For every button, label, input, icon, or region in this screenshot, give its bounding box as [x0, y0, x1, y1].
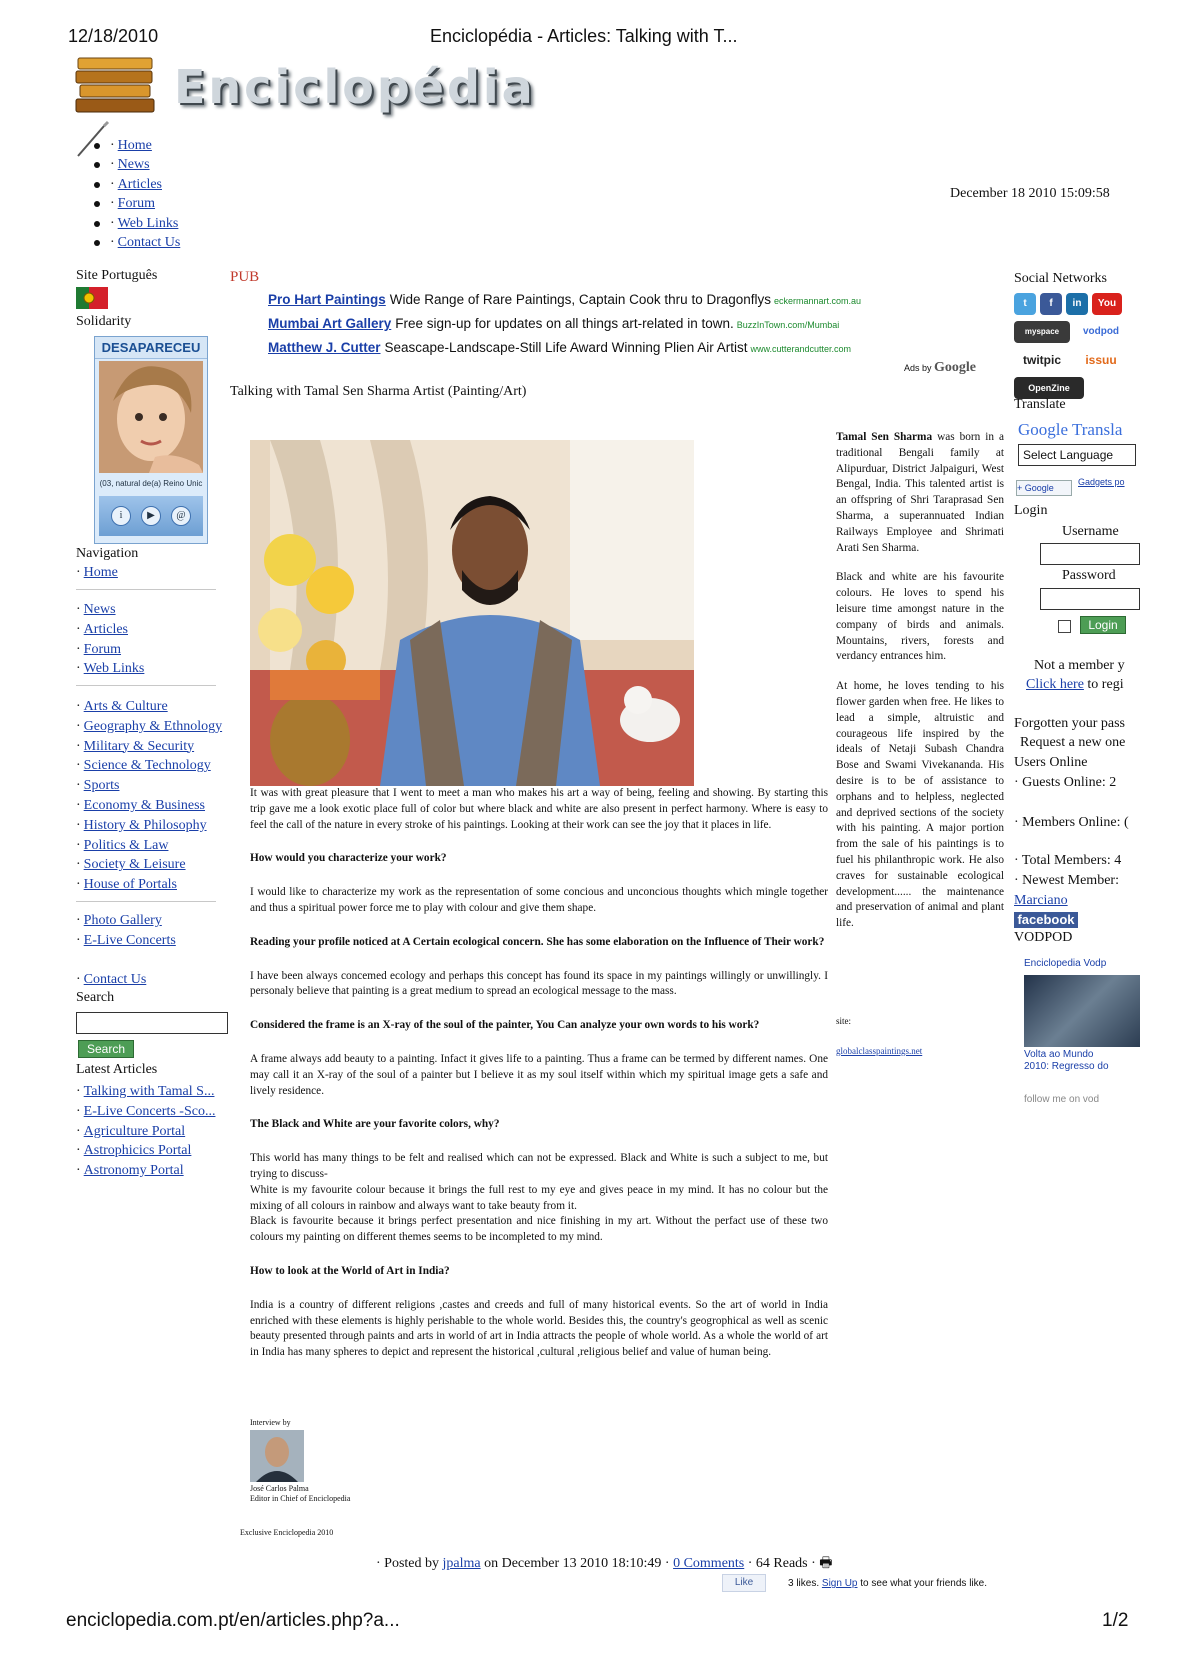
answer-5: India is a country of different religions ,castes and creeds and full of many historical events. So the art of world in India enriched with these elements is highly perishable to the whole world. Besides this, the country's geogrophical as well as scenic beauty presented through paints and arts in world of art in India attracts the people of whole world. As a whole the world of art in India has many spheres to depict and represent the historical ,cultural ,religious belief and value of human being.	[250, 1298, 828, 1359]
ad-item[interactable]	[268, 340, 851, 355]
site-portugues-label[interactable]: Site Português	[76, 268, 158, 283]
answer-4-part-2: White is my favourite colour because it brings the full rest to my eye and gives peace in my mind. It has no colour but the mixing of all colours in rainbow and always want to take beauty from it.	[250, 1183, 828, 1212]
latest-item[interactable]: · Talking with Tamal S...	[76, 1084, 215, 1099]
like-button[interactable]: Like	[722, 1574, 766, 1592]
latest-item[interactable]: · Agriculture Portal	[76, 1123, 186, 1139]
nav-divider	[76, 685, 216, 686]
users-online-heading: Users Online	[1014, 755, 1088, 770]
social-networks-heading: Social Networks	[1014, 271, 1107, 286]
facebook-icon[interactable]: f	[1040, 293, 1062, 315]
register-prompt	[1026, 677, 1124, 693]
artist-photo	[250, 440, 694, 786]
left-nav-item[interactable]: · History & Philosophy	[76, 817, 207, 833]
question-1: How would you characterize your work?	[250, 852, 447, 865]
bio-paragraph-2: Black and white are his favourite colours. He loves to spend his leisure time amongst nature in the company of birds and animals. Mountains, rivers, forests and verdancy entrances him.	[836, 571, 1004, 663]
latest-item-link[interactable]: Agriculture Portal	[83, 1123, 186, 1139]
artist-site-link[interactable]: globalclasspaintings.net	[836, 1046, 923, 1056]
print-icon[interactable]: 🖶	[819, 1556, 833, 1571]
solidarity-label: Solidarity	[76, 314, 132, 329]
info-icon[interactable]: i	[111, 506, 131, 526]
myspace-icon[interactable]: myspace	[1014, 321, 1070, 343]
vodpod-widget[interactable]	[1024, 958, 1140, 1088]
article-body	[250, 786, 828, 1371]
issuu-icon[interactable]: issuu	[1074, 349, 1128, 371]
left-nav-item[interactable]: · News	[76, 602, 116, 617]
left-nav-home-link[interactable]: Home	[83, 565, 118, 580]
vodpod-caption-line-2: 2010: Regresso do	[1024, 1061, 1109, 1072]
linkedin-icon[interactable]: in	[1066, 293, 1088, 315]
question-2: Reading your profile noticed at A Certain ecological concern. She has some elaboration on the Influence of Their work?	[250, 935, 825, 948]
left-nav-item[interactable]: · Web Links	[76, 661, 145, 677]
left-nav-item[interactable]: · Articles	[76, 621, 128, 637]
forgotten-password-text: Forgotten your pass	[1014, 716, 1125, 731]
left-nav-forum[interactable]: Forum	[83, 641, 122, 657]
google-translate-text: Google Transla	[1018, 420, 1123, 439]
left-nav-item[interactable]: · Geography & Ethnology	[76, 718, 223, 734]
reads-count: · 64 Reads ·	[747, 1556, 816, 1571]
to-register-text: to regi	[1087, 677, 1124, 692]
left-nav-web-links[interactable]: Web Links	[83, 661, 145, 677]
ad-url[interactable]: eckermannart.com.au	[773, 296, 862, 306]
answer-1: I would like to characterize my work as the representation of some concious and unconcious thoughts which mingle together and thus a spiritual power force me to play with colour and give them shape.	[250, 886, 828, 914]
openzine-icon[interactable]: OpenZine	[1014, 377, 1084, 399]
portugal-flag-icon[interactable]	[76, 287, 108, 309]
nav-divider	[76, 901, 216, 902]
vodpod-heading: VODPOD	[1014, 930, 1073, 945]
interviewer-photo	[250, 1430, 304, 1482]
print-url: enciclopedia.com.pt/en/articles.php?a...	[66, 1610, 400, 1631]
interviewer-name: José Carlos Palma	[250, 1484, 309, 1493]
posted-info	[376, 1552, 833, 1576]
top-nav-forum-link[interactable]: Forum	[117, 196, 156, 212]
ad-title[interactable]: Mumbai Art Gallery	[268, 316, 392, 331]
poster-head: DESAPARECEU	[95, 337, 207, 359]
vodpod-widget-title[interactable]: Enciclopedia Vodp	[1024, 958, 1107, 969]
question-4: The Black and White are your favorite colors, why?	[250, 1118, 500, 1131]
question-3: Considered the frame is an X-ray of the soul of the painter, You Can analyze your own words to his work?	[250, 1019, 760, 1032]
remember-me-checkbox[interactable]	[1058, 620, 1071, 633]
posted-prefix: · Posted by	[376, 1556, 439, 1571]
ad-item[interactable]	[268, 292, 861, 307]
left-nav-item[interactable]: · Arts & Culture	[76, 699, 168, 714]
ad-url[interactable]: BuzzInTown.com/Mumbai	[736, 320, 840, 330]
site-logo[interactable]	[74, 54, 674, 120]
bio-paragraph-3: At home, he loves tending to his flower garden when free. He likes to lead a simple, altruistic and courageous life inspired by the ideals of Netaji Subash Chandra Bose and Swami Vivekananda. His desire is to be of assistance to orphans and to helpless, neglected and deprived sections of the society with his painting. A major portion from the sale of his paintings is to fuel his philanthropic work. He also craves for sustainable ecological development...... the maintenance and preservation of animal and plant life.	[836, 680, 1004, 930]
question-5: How to look at the World of Art in India?	[250, 1264, 450, 1277]
username-field[interactable]	[1040, 543, 1140, 565]
left-nav-photo-gallery[interactable]: Photo Gallery	[83, 913, 162, 928]
password-field[interactable]	[1040, 588, 1140, 610]
left-nav-society[interactable]: Society & Leisure	[83, 857, 186, 873]
latest-item-link[interactable]: Astrophicics Portal	[83, 1143, 192, 1159]
latest-item[interactable]: · Astronomy Portal	[76, 1163, 184, 1179]
print-date: 12/18/2010	[68, 26, 159, 46]
ad-text: Free sign-up for updates on all things art-related in town.	[395, 316, 734, 331]
ads-by-google[interactable]	[904, 360, 976, 376]
left-nav-geography[interactable]: Geography & Ethnology	[83, 718, 223, 734]
top-nav-web-links-link[interactable]: Web Links	[117, 215, 179, 231]
left-nav-item[interactable]: · Society & Leisure	[76, 857, 186, 873]
site-label: site:	[836, 1016, 851, 1026]
interviewer-role: Editor in Chief of Enciclopedia	[250, 1494, 351, 1503]
top-nav-forum[interactable]: · Forum	[94, 195, 180, 215]
newest-member-link[interactable]: Marciano	[1014, 893, 1068, 908]
artist-bio	[836, 430, 1004, 946]
ad-text: Wide Range of Rare Paintings, Captain Cook thru to Dragonflys	[389, 292, 771, 307]
top-nav	[94, 136, 180, 253]
newest-member-label: · Newest Member:	[1014, 873, 1119, 888]
twitpic-icon[interactable]: twitpic	[1014, 349, 1070, 371]
translate-heading: Translate	[1014, 397, 1066, 412]
left-nav-item[interactable]: · E-Live Concerts	[76, 932, 176, 948]
author-link[interactable]: jpalma	[442, 1556, 481, 1571]
not-member-text: Not a member y	[1034, 658, 1125, 673]
ad-item[interactable]	[268, 316, 839, 331]
login-button[interactable]: Login	[1080, 616, 1126, 634]
ad-text: Seascape-Landscape-Still Life Award Winning Plien Air Artist	[384, 340, 748, 355]
total-members: · Total Members: 4	[1014, 853, 1122, 868]
artist-photo-image	[250, 440, 694, 786]
poster-caption: (03, natural de(a) Reino Unic	[99, 479, 203, 488]
ad-url[interactable]: www.cutterandcutter.com	[750, 344, 852, 354]
request-new-password[interactable]: Request a new one	[1020, 735, 1126, 750]
left-nav-home[interactable]: · Home	[76, 563, 216, 600]
interviewer-photo-image	[250, 1430, 304, 1482]
click-here-link[interactable]: Click here	[1026, 677, 1084, 692]
ads-by-text: Ads by	[904, 363, 932, 373]
missing-child-poster[interactable]	[94, 336, 208, 544]
left-nav-contact-link[interactable]: Contact Us	[83, 972, 147, 987]
print-title: Enciclopédia - Articles: Talking with T...	[430, 26, 738, 46]
vodpod-icon[interactable]: vodpod	[1074, 321, 1128, 343]
social-icons	[1014, 292, 1138, 404]
left-nav-media	[76, 911, 176, 951]
password-label: Password	[1062, 568, 1116, 583]
vodpod-caption-line-1: Volta ao Mundo	[1024, 1049, 1094, 1060]
article-intro: It was with great pleasure that I went to meet a man who makes his art a way of being, feeling and showing. By starting this trip gave me a look exotic place full of color but where black and white are also present in perfect harmony. Where is easy to feel the call of the nature in every stroke of his paintings. Looking at their work can see the joy that it places in life.	[250, 787, 828, 831]
latest-articles-heading: Latest Articles	[76, 1062, 158, 1077]
top-nav-home-link[interactable]: Home	[117, 137, 152, 153]
gadgets-link[interactable]: Gadgets po	[1078, 477, 1125, 487]
latest-item[interactable]: · Astrophicics Portal	[76, 1143, 192, 1159]
email-icon[interactable]: @	[171, 506, 191, 526]
left-nav-main	[76, 600, 216, 696]
bio-text-1: was born in a traditional Bengali family at Alipurduar, District Jalpaiguri, West Bengal, India. This talented artist is an offspring of Shri Taraprasad Sen Sharma, a superannuated Indian Railways Employee and Shrimati Arati Sen Sharma.	[836, 431, 1004, 554]
comments-link[interactable]: 0 Comments	[673, 1556, 745, 1571]
google-translate-logo	[1018, 420, 1122, 440]
left-nav-topics	[76, 697, 222, 912]
answer-4-part-1: This world has many things to be felt and realised which can not be expressed. Black and White is such a subject to me, but trying to discuss-	[250, 1152, 828, 1180]
left-nav-arts-culture[interactable]: Arts & Culture	[83, 699, 168, 714]
left-nav-sports[interactable]: Sports	[83, 778, 120, 794]
left-nav-politics[interactable]: Politics & Law	[83, 837, 169, 853]
select-language-dropdown[interactable]: Select Language	[1018, 444, 1136, 466]
left-nav-item[interactable]: · Sports	[76, 778, 120, 794]
interviewer-credit	[250, 1484, 350, 1504]
latest-item-link[interactable]: E-Live Concerts -Sco...	[83, 1103, 216, 1119]
search-button[interactable]: Search	[78, 1040, 134, 1058]
ad-title[interactable]: Pro Hart Paintings	[268, 292, 386, 307]
left-nav-news[interactable]: News	[83, 602, 116, 617]
left-nav-item[interactable]: · Photo Gallery	[76, 913, 162, 928]
left-nav-item[interactable]: · Science & Technology	[76, 758, 211, 774]
left-nav-item[interactable]: · Forum	[76, 641, 122, 657]
google-wordmark: Google	[934, 360, 977, 375]
nav-divider	[76, 589, 216, 590]
left-nav-articles[interactable]: Articles	[83, 621, 128, 637]
left-nav-item[interactable]: · Military & Security	[76, 738, 195, 754]
answer-3: A frame always add beauty to a painting. Infact it gives life to a painting. Thus a frame can be termed by different names. One may call it an X-ray of the soul of a painter but I believe it as my soul itself within which my spiritual image gets a safe and lively residence.	[250, 1052, 828, 1097]
top-nav-news[interactable]: · News	[94, 156, 180, 176]
vodpod-video-thumbnail[interactable]	[1024, 975, 1140, 1047]
login-heading: Login	[1014, 503, 1048, 518]
child-photo-image	[99, 361, 203, 473]
interview-by-label: Interview by	[250, 1418, 291, 1427]
books-icon	[74, 54, 156, 116]
top-nav-web-links[interactable]: · Web Links	[94, 214, 180, 234]
print-page-number: 1/2	[1102, 1610, 1129, 1631]
article-title: Talking with Tamal Sen Sharma Artist (Painting/Art)	[230, 384, 527, 399]
left-nav-history[interactable]: History & Philosophy	[83, 817, 207, 833]
left-nav-e-live[interactable]: E-Live Concerts	[83, 932, 176, 948]
vodpod-caption[interactable]	[1024, 1049, 1140, 1073]
top-nav-home[interactable]: · Home	[94, 136, 180, 156]
add-to-google-button[interactable]: + Google	[1016, 480, 1072, 496]
current-datetime: December 18 2010 15:09:58	[950, 186, 1110, 201]
likes-suffix: to see what your friends like.	[860, 1578, 987, 1589]
exclusive-note: Exclusive Enciclopedia 2010	[240, 1528, 334, 1537]
search-input[interactable]	[76, 1012, 228, 1034]
poster-photo	[99, 361, 203, 473]
logo-text: Enciclopédia	[174, 60, 536, 114]
left-nav-item[interactable]: · House of Portals	[76, 877, 177, 893]
pub-label: PUB	[230, 269, 260, 285]
bio-paragraph-1	[836, 430, 1004, 556]
left-nav-contact[interactable]: · Contact Us	[76, 972, 147, 987]
ad-title[interactable]: Matthew J. Cutter	[268, 340, 381, 355]
left-nav-military[interactable]: Military & Security	[83, 738, 195, 754]
latest-item[interactable]: · E-Live Concerts -Sco...	[76, 1103, 216, 1119]
left-nav-portals[interactable]: House of Portals	[83, 877, 177, 893]
navigation-heading: Navigation	[76, 546, 139, 561]
answer-2: I have been always concemed ecology and perhaps this concept has found its space in my paintings willingly or unwillingly. I personaly believe that painting is a great medium to spread an ecological message to the mass.	[250, 969, 828, 998]
likes-count: 3 likes.	[788, 1578, 820, 1589]
top-nav-contact-link[interactable]: Contact Us	[117, 235, 181, 251]
latest-item-link[interactable]: Talking with Tamal S...	[83, 1084, 215, 1099]
youtube-icon[interactable]: You	[1092, 293, 1122, 315]
guests-online: · Guests Online: 2	[1014, 775, 1117, 790]
answer-4-part-3: Black is favourite because it brings perfect presentation and nice finishing in my art. Without the perfact use of these two colours my painting on different themes seems to be incompleted to my mind.	[250, 1215, 828, 1244]
sign-up-link[interactable]: Sign Up	[821, 1578, 858, 1589]
twitter-icon[interactable]: t	[1014, 293, 1036, 315]
top-nav-news-link[interactable]: News	[117, 157, 150, 173]
facebook-badge[interactable]: facebook	[1014, 912, 1078, 928]
artist-name: Tamal Sen Sharma	[836, 431, 933, 443]
top-nav-articles[interactable]: · Articles	[94, 175, 180, 195]
username-label: Username	[1062, 524, 1119, 539]
left-nav-science[interactable]: Science & Technology	[83, 758, 211, 774]
posted-date: on December 13 2010 18:10:49 ·	[484, 1556, 670, 1571]
search-heading: Search	[76, 990, 115, 1005]
likes-info	[788, 1578, 987, 1589]
left-nav-item[interactable]: · Economy & Business	[76, 797, 206, 813]
left-nav-item[interactable]: · Politics & Law	[76, 837, 169, 853]
latest-item-link[interactable]: Astronomy Portal	[83, 1163, 184, 1179]
left-nav-economy[interactable]: Economy & Business	[83, 797, 206, 813]
members-online: · Members Online: (	[1014, 815, 1129, 830]
top-nav-articles-link[interactable]: Articles	[117, 176, 162, 192]
latest-articles-list	[76, 1082, 215, 1181]
follow-vodpod-link[interactable]: follow me on vod	[1024, 1094, 1100, 1105]
poster-buttons	[99, 496, 203, 536]
video-icon[interactable]: ▶	[141, 506, 161, 526]
top-nav-contact[interactable]: · Contact Us	[94, 234, 180, 254]
